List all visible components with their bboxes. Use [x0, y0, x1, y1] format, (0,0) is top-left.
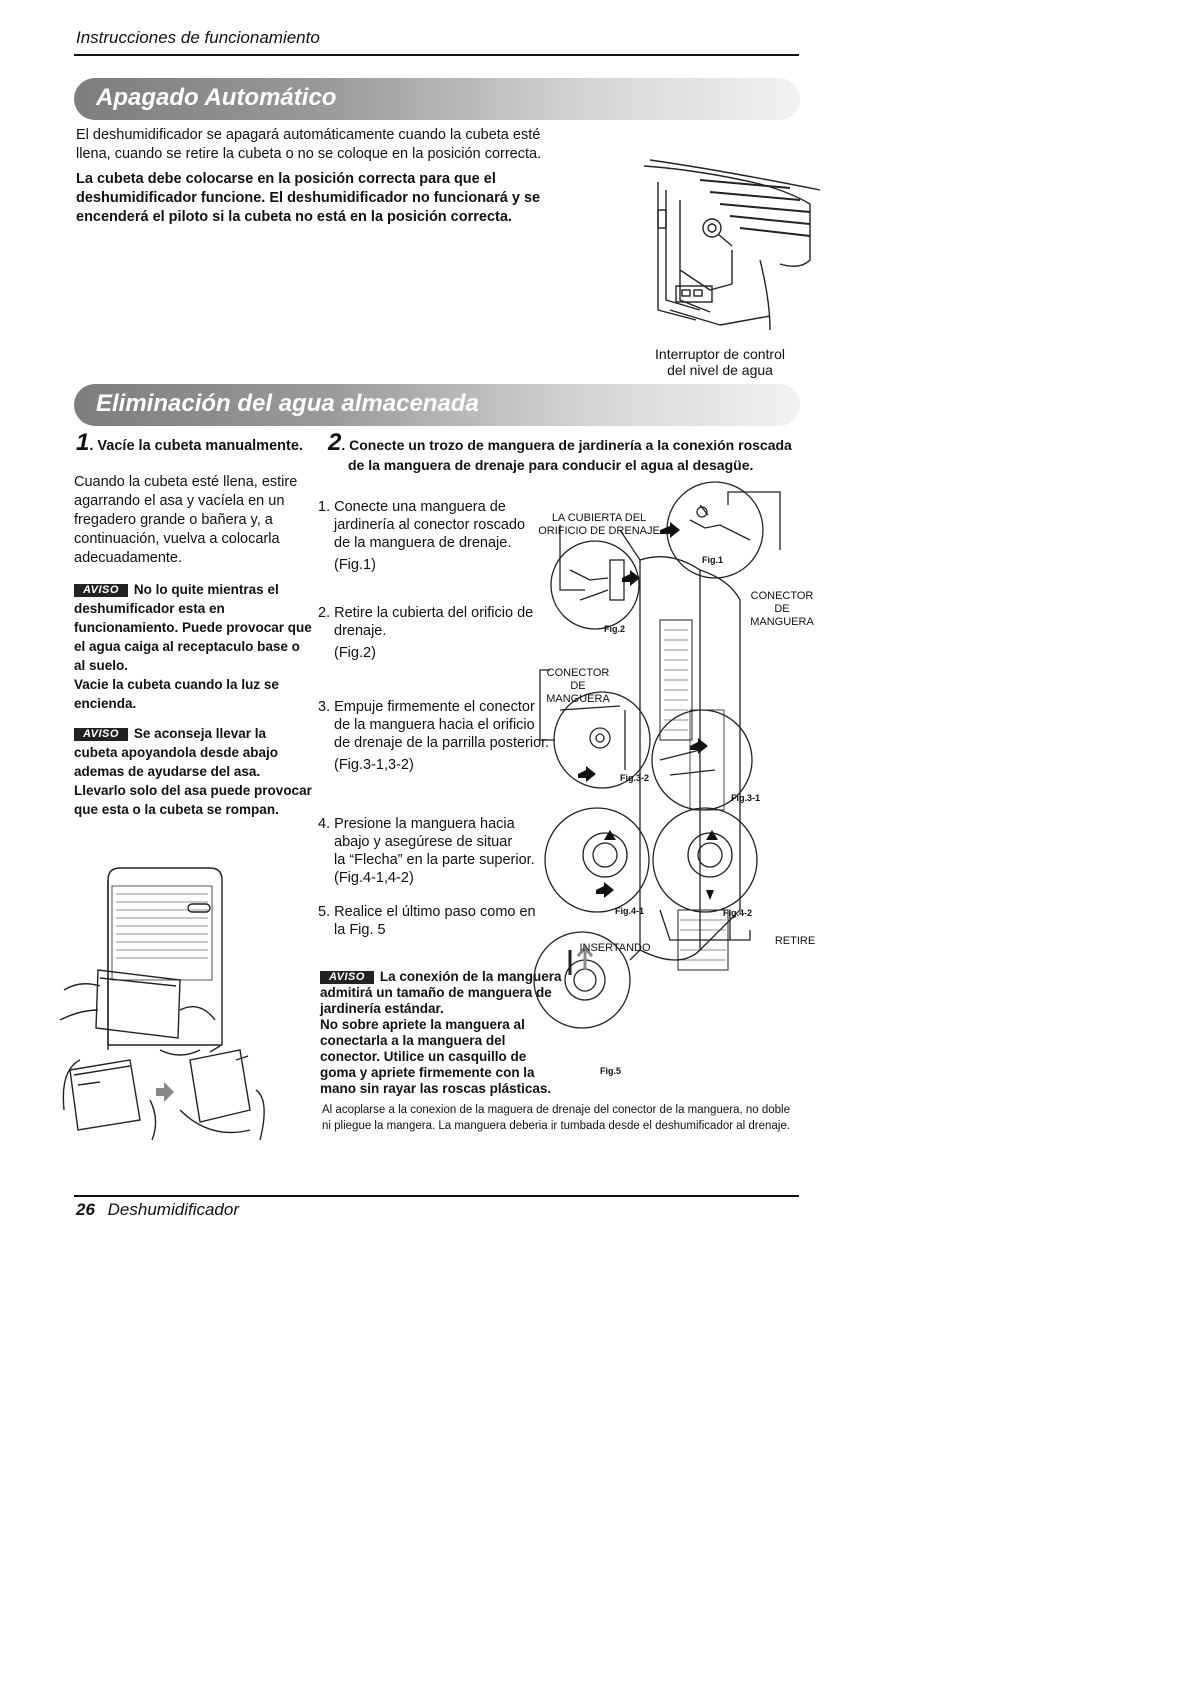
text-line: Llevarlo solo del asa puede provocar [74, 783, 312, 798]
caption-line: del nivel de agua [667, 362, 773, 378]
hose-connection-diagram [530, 470, 820, 1100]
fig5-tag: Fig.5 [600, 1066, 622, 1076]
text-line: 5. Realice el último paso como en [318, 904, 536, 920]
step2-footnote [322, 1102, 822, 1134]
text-line: jardinería al conector roscado [334, 517, 526, 533]
label-line: CONECTOR DE [546, 667, 610, 692]
step-title-line: de la manguera de drenaje para conducir el agua al desagüe. [348, 457, 754, 473]
footer-rule [74, 1195, 799, 1197]
label-line: CONECTOR DE [750, 590, 814, 615]
step1-body [74, 473, 314, 568]
text-line: Al acoplarse a la conexion de la maguera de drenaje del conector de la manguera, no doble [322, 1104, 790, 1116]
aviso-badge: AVISO [74, 728, 128, 741]
step-number: 2 [328, 429, 342, 456]
label-line: LA CUBIERTA DEL [551, 512, 647, 524]
section-banner-water-removal [74, 384, 800, 426]
fig4-2-tag: Fig.4-2 [723, 908, 753, 918]
text-line: abajo y asegúrese de situar [334, 834, 513, 850]
running-title: Instrucciones de funcionamiento [76, 28, 320, 47]
text-line: drenaje. [334, 623, 387, 639]
step1-heading [76, 429, 303, 457]
step2-item-2 [318, 604, 538, 662]
text-line: 4. Presione la manguera hacia [318, 816, 515, 832]
text-line: de la manguera hacia el orificio [334, 717, 535, 733]
label-inserting: INSERTANDO [579, 942, 651, 954]
step2-item-3 [318, 698, 558, 774]
text-line: agarrando el asa y vacíela en un [74, 493, 285, 509]
section-title: Apagado Automático [96, 84, 337, 111]
step2-item-4 [318, 815, 558, 887]
text-line: goma y apriete firmemente con la [320, 1065, 535, 1080]
text-line: fregadero grande o bañera y, a [74, 512, 273, 528]
text-line: deshumificador esta en [74, 601, 225, 616]
label-line: ORIFICIO DE DRENAJE [538, 525, 660, 537]
label-remove: RETIRE [774, 935, 816, 947]
fig2-tag: Fig.2 [604, 624, 626, 634]
page-number: 26 [76, 1200, 95, 1219]
fig3-2-tag: Fig.3-2 [620, 773, 650, 783]
text-line: encenderá el piloto si la cubeta no está en la posición correcta. [76, 209, 512, 225]
text-line: 2. Retire la cubierta del orificio de [318, 605, 534, 621]
footer [76, 1200, 239, 1220]
text-line: (Fig.2) [334, 645, 376, 661]
text-line: 3. Empuje firmemente el conector [318, 699, 535, 715]
text-line: Se aconseja llevar la [133, 726, 267, 741]
section-title: Eliminación del agua almacenada [96, 390, 479, 417]
text-line: continuación, vuelva a colocarla [74, 531, 280, 547]
text-line: conectarla a la manguera del [320, 1033, 506, 1048]
text-line: funcionamiento. Puede provocar que [74, 620, 312, 635]
step1-warning-2 [74, 724, 319, 819]
text-line: (Fig.4-1,4-2) [334, 870, 414, 886]
text-line: No sobre apriete la manguera al [320, 1017, 525, 1032]
auto-off-intro [76, 126, 596, 164]
text-line: el agua caiga al receptaculo base o [74, 639, 300, 654]
label-line: MANGUERA [750, 616, 814, 628]
footer-product: Deshumidificador [107, 1200, 239, 1219]
step-number: 1 [76, 429, 90, 456]
text-line: la “Flecha” en la parte superior. [334, 852, 535, 868]
fig1-tag: Fig.1 [702, 555, 724, 565]
text-line: Vacie la cubeta cuando la luz se [74, 677, 279, 692]
caption-line: Interruptor de control [655, 346, 785, 362]
text-line: (Fig.1) [334, 557, 376, 573]
text-line: cubeta apoyandola desde abajo [74, 745, 279, 760]
text-line: ademas de ayudarse del asa. [74, 764, 261, 779]
aviso-badge: AVISO [320, 971, 374, 984]
text-line: de drenaje de la parrilla posterior. [334, 735, 550, 751]
text-line: llena, cuando se retire la cubeta o no se coloque en la posición correcta. [76, 146, 542, 162]
fig4-1-tag: Fig.4-1 [615, 906, 645, 916]
fig3-1-tag: Fig.3-1 [731, 793, 761, 803]
text-line: conector. Utilice un casquillo de [320, 1049, 527, 1064]
text-line: adecuadamente. [74, 550, 183, 566]
text-line: jardinería estándar. [320, 1001, 444, 1016]
text-line: la Fig. 5 [334, 922, 386, 938]
text-line: encienda. [74, 696, 137, 711]
label-drain-cover [534, 512, 664, 538]
step1-warning-1 [74, 580, 319, 713]
text-line: al suelo. [74, 658, 129, 673]
text-line: El deshumidificador se apagará automáticamente cuando la cubeta esté [76, 127, 541, 143]
step2-item-1 [318, 498, 538, 574]
step2-item-5 [318, 903, 558, 939]
section-banner-auto-off [74, 78, 800, 120]
header-rule [74, 54, 799, 56]
step-title: . Vacíe la cubeta manualmente. [89, 438, 303, 454]
water-level-switch-illustration [640, 160, 820, 335]
label-hose-connector-right [742, 590, 822, 629]
text-line: 1. Conecte una manguera de [318, 499, 506, 515]
text-line: No lo quite mientras el [133, 582, 279, 597]
step-title-line: . Conecte un trozo de manguera de jardinería a la conexión roscada [341, 437, 792, 453]
text-line: La conexión de la manguera [379, 969, 562, 984]
bucket-removal-illustration [60, 860, 280, 1150]
text-line: admitirá un tamaño de manguera de [320, 985, 552, 1000]
text-line: La cubeta debe colocarse en la posición correcta para que el [76, 171, 496, 187]
text-line: mano sin rayar las roscas plásticas. [320, 1081, 552, 1096]
text-line: deshumidificador funcione. El deshumidificador no funcionará y se [76, 190, 541, 206]
text-line: ni pliegue la mangera. La manguera deberia ir tumbada desde el deshumificador al drenaje. [322, 1120, 790, 1132]
step2-heading [328, 429, 808, 473]
switch-caption [640, 346, 800, 378]
text-line: Cuando la cubeta esté llena, estire [74, 474, 298, 490]
text-line: (Fig.3-1,3-2) [334, 757, 414, 773]
text-line: que esta o la cubeta se rompan. [74, 802, 279, 817]
text-line: de la manguera de drenaje. [334, 535, 512, 551]
auto-off-bold-note [76, 170, 596, 227]
label-hose-connector-left [538, 667, 618, 706]
aviso-badge: AVISO [74, 584, 128, 597]
label-line: MANGUERA [546, 693, 610, 705]
